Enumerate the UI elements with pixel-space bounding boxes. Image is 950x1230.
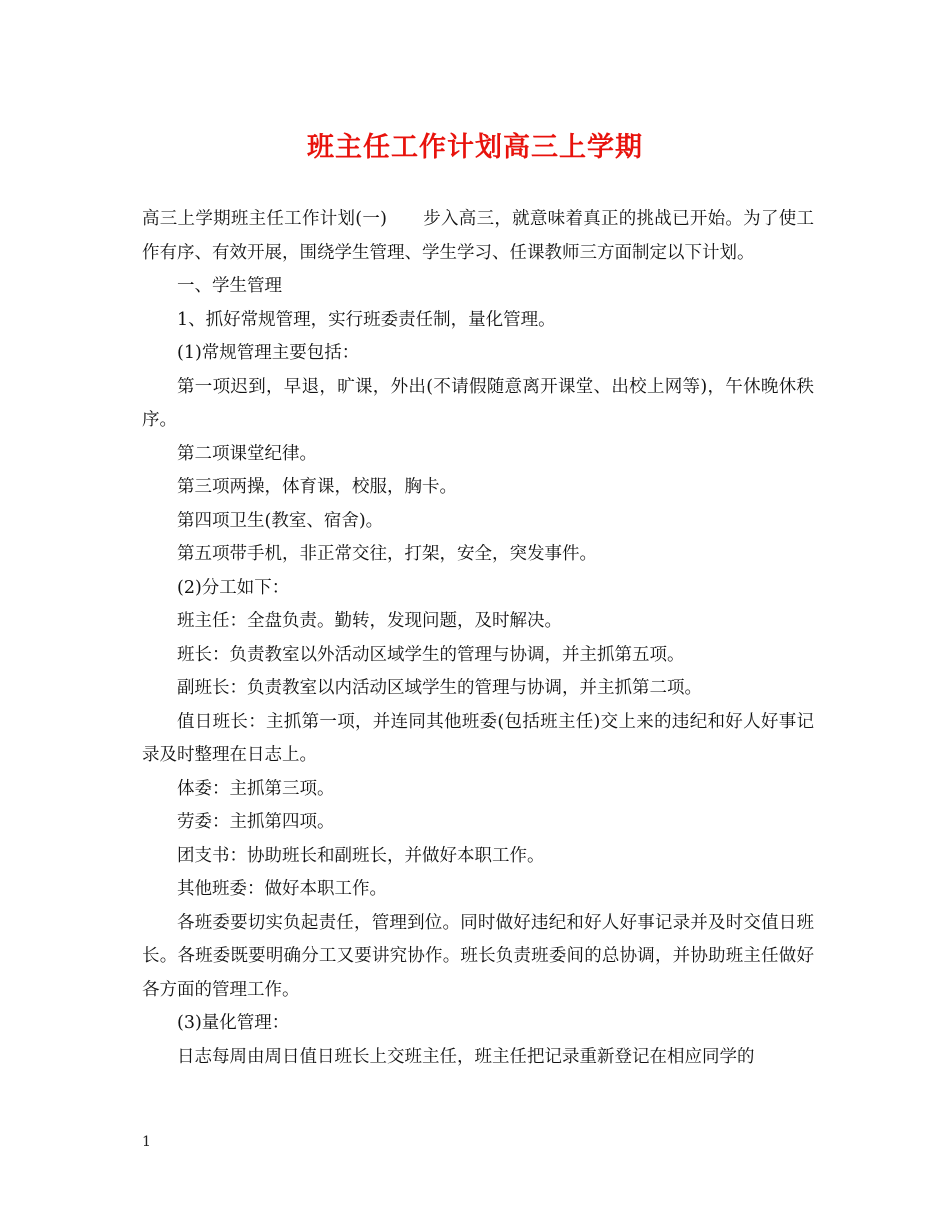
paragraph-committee-responsibility: 各班委要切实负起责任，管理到位。同时做好违纪和好人好事记录并及时交值日班长。各班委既要明确分工又要讲究协作。班长负责班委间的总协调，并协助班主任做好各方面的管理工作。 [142,912,814,1000]
page-number: 1 [142,1134,151,1150]
intro-heading: 高三上学期班主任工作计划(一) [142,209,387,229]
document-title: 班主任工作计划高三上学期 [307,132,643,163]
paragraph-vice-monitor: 副班长：负责教室以内活动区域学生的管理与协调，并主抓第二项。 [177,678,702,698]
document-body [142,203,814,1074]
paragraph-other-committees: 其他班委：做好本职工作。 [177,879,387,899]
paragraph-division-heading: (2)分工如下： [177,577,290,598]
paragraph-item-three: 第三项两操，体育课，校服，胸卡。 [177,477,457,497]
paragraph-routine-contents-heading: (1)常规管理主要包括： [177,343,360,363]
paragraph-sports-committee: 体委：主抓第三项。 [177,778,335,799]
paragraph-head-teacher: 班主任：全盘负责。勤转，发现问题，及时解决。 [177,611,562,631]
intro-paragraph [142,203,814,270]
intro-text: 步入高三，就意味着真正的挑战已开始。为了使工作有序、有效开展，围绕学生管理、学生学习、任课教师三方面制定以下计划。 [142,209,814,263]
paragraph-labor-committee: 劳委：主抓第四项。 [177,812,335,832]
paragraph-duty-monitor: 值日班长：主抓第一项，并连同其他班委(包括班主任)交上来的违纪和好人好事记录及时整理在日志上。 [142,711,814,765]
paragraph-item-four: 第四项卫生(教室、宿舍)。 [177,510,384,531]
paragraph-item-two: 第二项课堂纪律。 [177,443,317,464]
paragraph-quantified-heading: (3)量化管理： [177,1013,290,1033]
paragraph-item-five: 第五项带手机，非正常交往，打架，安全，突发事件。 [177,544,597,564]
paragraph-routine-management: 1、抓好常规管理，实行班委责任制，量化管理。 [177,309,556,330]
section-heading-student-management: 一、学生管理 [177,276,282,296]
paragraph-monitor: 班长：负责教室以外活动区域学生的管理与协调，并主抓第五项。 [177,644,685,665]
paragraph-league-secretary: 团支书：协助班长和副班长，并做好本职工作。 [177,845,545,866]
paragraph-item-one: 第一项迟到，早退，旷课，外出(不请假随意离开课堂、出校上网等)，午休晚休秩序。 [142,376,814,430]
paragraph-log-submission: 日志每周由周日值日班长上交班主任，班主任把记录重新登记在相应同学的 [177,1046,755,1067]
